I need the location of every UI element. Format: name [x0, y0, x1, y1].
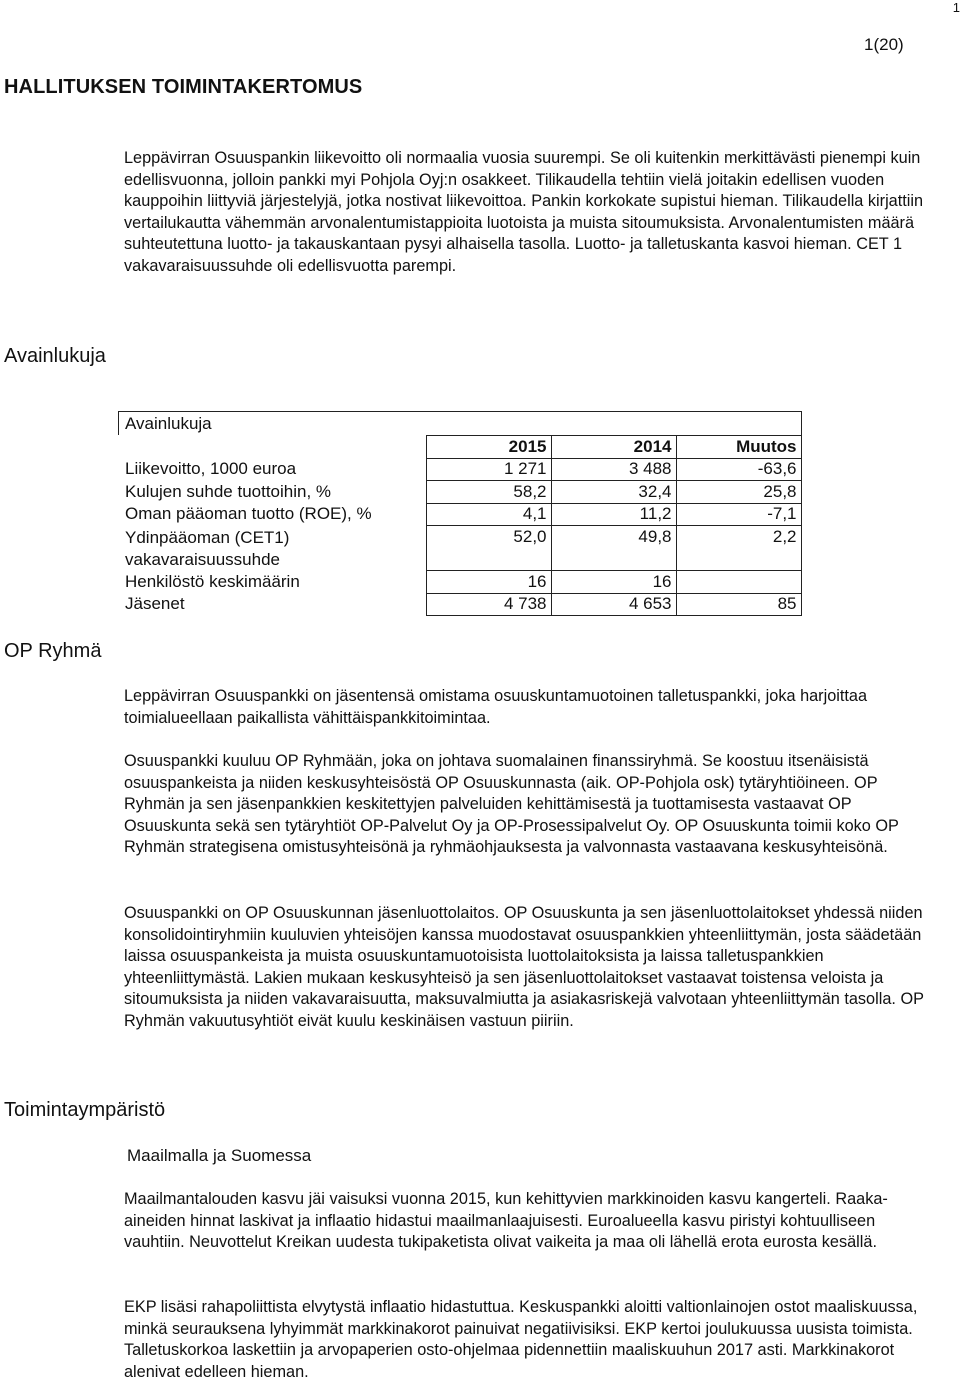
- cell-2014: 16: [551, 571, 676, 594]
- cell-change: 2,2: [676, 526, 801, 571]
- intro-paragraph: Leppävirran Osuuspankin liikevoitto oli normaalia vuosia suurempi. Se oli kuitenkin merkittävästi pienempi kuin edellisvuonna, jolloin pankki myi Pohjola Oyj:n osakkeet. Tilikaudella tehtiin vielä joitakin edellisen vuoden kauppoihin liittyviä järjestelyjä, jotka nostivat liikevoittoa. Pankin korkokate supistui hieman. Tilikaudella kirjattiin vertailukautta vähemmän arvonalentumistappioita luotoista ja muista sitoumuksista. Arvonalentumisten määrä suhteutettuna luotto- ja takauskantaan pysyi alhaisella tasolla. Luotto- ja talletuskanta kasvoi hieman. CET 1 vakavaraisuussuhde oli edellisvuotta parempi.: [124, 149, 924, 275]
- cell-2015: 4,1: [426, 503, 551, 526]
- table-left-border: [118, 411, 120, 435]
- toimintaymparisto-paragraph-1: Maailmantalouden kasvu jäi vaisuksi vuonna 2015, kun kehittyvien markkinoiden kasvu kangerteli. Raaka-aineiden hinnat laskivat ja inflaatio hidastui maailmanlaajuisesti. Euroalueella kasvu piristyi kohtuulliseen vauhtiin. Neuvottelut Kreikan uudesta tukipaketista olivat vaikeita ja maa oli lähellä erota eurosta kesällä.: [124, 1190, 888, 1251]
- table-row: [118, 503, 801, 526]
- table-row: [118, 571, 801, 594]
- op-ryhma-paragraph-3: Osuuspankki on OP Osuuskunnan jäsenluottolaitos. OP Osuuskunta ja sen jäsenluottolaitokset yhdessä niiden konsolidointiryhmiin kuuluvien yhteisöjen kanssa muodostavat osuuspankkien yhteenliittymän, josta säädetään laissa osuuspankeista ja muista osuuskuntamuotoisista luottolaitoksista ja laissa talletuspankkien yhteenliittymästä. Lakien mukaan keskusyhteisö ja sen jäsenluottolaitokset vastaavat toistensa veloista ja sitoumuksista ja niiden vakavaraisuutta, maksuvalmiutta ja asiakasriskejä valvotaan yhteenliittymän tasolla. OP Ryhmän vakuutusyhtiöt eivät kuulu keskinäisen vastuun piiriin.: [124, 904, 924, 1030]
- page-corner-number: 1: [952, 0, 960, 15]
- page-title: HALLITUKSEN TOIMINTAKERTOMUS: [4, 76, 363, 98]
- header-blank: [118, 436, 426, 459]
- cell-2014: 3 488: [551, 458, 676, 481]
- cell-2015: 58,2: [426, 481, 551, 504]
- cell-change: 85: [676, 593, 801, 616]
- section-heading-toimintaymparisto: Toimintaympäristö: [4, 1099, 166, 1121]
- section-heading-avainlukuja: Avainlukuja: [4, 345, 106, 367]
- cell-change: -7,1: [676, 503, 801, 526]
- cell-change: 25,8: [676, 481, 801, 504]
- row-label: Oman pääoman tuotto (ROE), %: [125, 504, 372, 524]
- cell-2014: 4 653: [551, 593, 676, 616]
- cell-2014: 49,8: [551, 526, 676, 571]
- column-header-2015: 2015: [426, 436, 551, 459]
- op-ryhma-paragraph-2: Osuuspankki kuuluu OP Ryhmään, joka on johtava suomalainen finanssiryhmä. Se koostuu itsenäisistä osuuspankeista ja niiden keskusyhteisöstä OP Osuuskunnasta (aik. OP-Pohjola osk) tytäryhtiöineen. OP Ryhmän ja sen jäsenpankkien keskitettyjen palveluiden kehittämisestä ja tuottamisesta vastaavat OP Osuuskunta sekä sen tytäryhtiöt OP-Palvelut Oy ja OP-Prosessipalvelut Oy. OP Osuuskunta toimii koko OP Ryhmän strategisena omistusyhteisönä ja ryhmäohjauksesta ja valvonnasta vastaavana keskusyhteisönä.: [124, 752, 899, 856]
- row-label: Henkilöstö keskimäärin: [125, 571, 300, 591]
- column-header-2014: 2014: [551, 436, 676, 459]
- table-right-border: [801, 411, 803, 435]
- table-row: [118, 481, 801, 504]
- key-figures-table: [118, 435, 802, 616]
- op-ryhma-paragraph-1: Leppävirran Osuuspankki on jäsentensä omistama osuuskuntamuotoinen talletuspankki, joka harjoittaa toimialueellaan paikallista vähittäispankkitoimintaa.: [124, 687, 868, 727]
- table-row: [118, 458, 801, 481]
- toimintaymparisto-paragraph-2: EKP lisäsi rahapoliittista elvytystä inflaatio hidastuttua. Keskuspankki aloitti valtionlainojen ostot maaliskuussa, minkä seurauksena lyhyimmät markkinakorot painuivat negatiivisiksi. EKP kertoi joulukuussa uusista toimista. Talletuskorkoa laskettiin ja arvopaperien osto-ohjelmaa pidennettiin maaliskuuhun 2017 asti. Markkinakorot alenivat edelleen hieman.: [124, 1298, 918, 1381]
- cell-2015: 4 738: [426, 593, 551, 616]
- cell-change: -63,6: [676, 458, 801, 481]
- cell-2014: 32,4: [551, 481, 676, 504]
- subheading-maailmalla: Maailmalla ja Suomessa: [127, 1146, 312, 1165]
- row-label: Liikevoitto, 1000 euroa: [125, 459, 297, 479]
- row-label: Ydinpääoman (CET1) vakavaraisuussuhde: [125, 527, 290, 569]
- table-row: [118, 593, 801, 616]
- row-label-cell: [118, 526, 426, 571]
- cell-2014: 11,2: [551, 503, 676, 526]
- cell-2015: 1 271: [426, 458, 551, 481]
- column-header-change: Muutos: [676, 436, 801, 459]
- cell-change: [676, 571, 801, 594]
- table-row: [118, 526, 801, 571]
- row-label: Kulujen suhde tuottoihin, %: [125, 481, 332, 501]
- section-heading-op-ryhma: OP Ryhmä: [4, 640, 102, 662]
- table-header-row: [118, 436, 801, 459]
- cell-2015: 52,0: [426, 526, 551, 571]
- row-label: Jäsenet: [125, 594, 185, 614]
- table-top-border: [118, 411, 801, 413]
- page-number: 1(20): [864, 35, 904, 54]
- table-caption: Avainlukuja: [125, 414, 212, 433]
- cell-2015: 16: [426, 571, 551, 594]
